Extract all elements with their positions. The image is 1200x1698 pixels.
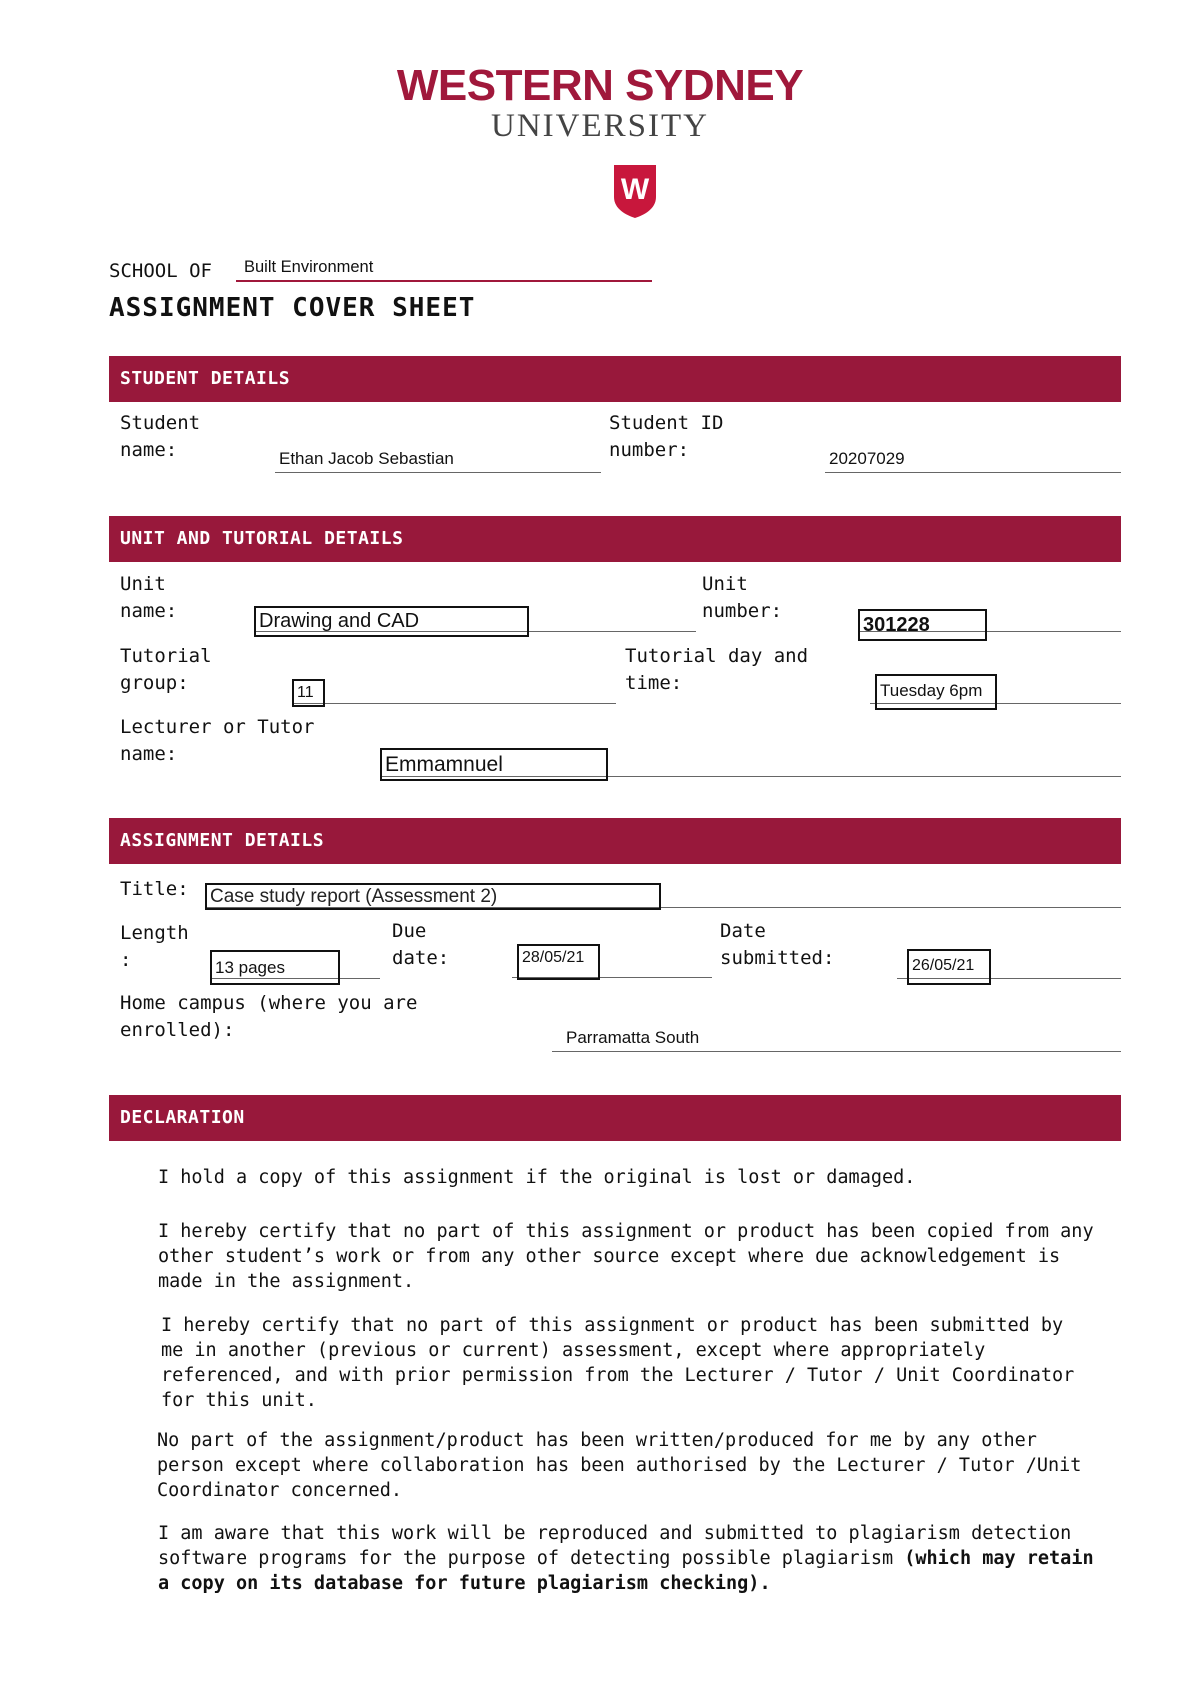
tutorial-group-label: Tutorial group:	[120, 645, 212, 694]
title-label: Title:	[120, 878, 189, 900]
declaration-paragraph-5-text: I am aware that this work will be reproduced and submitted to plagiarism detection software programs for the purpose of detecting possible plagiarism	[158, 1523, 1072, 1569]
tutorial-time-label: Tutorial day and time:	[625, 645, 809, 694]
student-id-field	[825, 446, 1121, 473]
section-header-declaration: DECLARATION	[109, 1095, 1121, 1141]
declaration-paragraph-1: I hold a copy of this assignment if the original is lost or damaged.	[158, 1167, 916, 1188]
declaration-paragraph-5-bold: (which may retain a copy on its database for future plagiarism checking).	[158, 1548, 1094, 1594]
declaration-paragraph-2: I hereby certify that no part of this assignment or product has been copied from any other student’s work or from any other source except where due acknowledgement is made in the assignment.	[158, 1221, 1094, 1292]
lecturer-value: Emmamnuel	[380, 748, 608, 781]
section-header-assignment-details: ASSIGNMENT DETAILS	[109, 818, 1121, 864]
section-header-student-details: STUDENT DETAILS	[109, 356, 1121, 402]
university-name-line1: WESTERN SYDNEY	[396, 61, 804, 110]
page-title: ASSIGNMENT COVER SHEET	[109, 293, 476, 323]
student-id-label: Student ID number:	[609, 412, 724, 461]
school-field	[236, 258, 652, 282]
title-value: Case study report (Assessment 2)	[205, 883, 661, 910]
tutorial-time-value: Tuesday 6pm	[875, 674, 997, 710]
svg-text:W: W	[620, 173, 650, 206]
student-id-value: 20207029	[829, 449, 905, 468]
student-name-field	[275, 446, 601, 473]
school-label: SCHOOL OF	[109, 260, 212, 282]
home-campus-field	[552, 1025, 1121, 1052]
unit-number-value: 301228	[858, 609, 987, 641]
university-crest-icon	[612, 163, 658, 219]
declaration-paragraph-4: No part of the assignment/product has been written/produced for me by any other person except where collaboration has been authorised by the Lecturer / Tutor /Unit Coordinator concerned.	[157, 1430, 1082, 1501]
student-name-label: Student name:	[120, 412, 201, 461]
tutorial-group-line	[292, 678, 616, 704]
school-value: Built Environment	[244, 258, 374, 276]
unit-name-value: Drawing and CAD	[254, 606, 529, 637]
university-logo	[0, 61, 1200, 144]
university-name-line2: UNIVERSITY	[491, 108, 709, 144]
home-campus-label: Home campus (where you are enrolled):	[120, 992, 418, 1041]
section-header-unit-details: UNIT AND TUTORIAL DETAILS	[109, 516, 1121, 562]
declaration-paragraph-3: I hereby certify that no part of this assignment or product has been submitted by me in another (previous or current) assessment, except where appropriately referenced, and with prior permission from the Lecturer / Tutor / Unit Coordinator for this unit.	[161, 1315, 1075, 1411]
date-submitted-label: Date submitted:	[720, 920, 835, 969]
declaration-paragraph-5	[158, 1521, 1098, 1596]
length-value: 13 pages	[210, 950, 340, 985]
unit-number-label: Unit number:	[702, 573, 783, 622]
unit-name-label: Unit name:	[120, 573, 178, 622]
due-date-value: 28/05/21	[517, 944, 600, 980]
date-submitted-value: 26/05/21	[907, 949, 991, 985]
lecturer-label: Lecturer or Tutor name:	[120, 716, 315, 765]
home-campus-value: Parramatta South	[566, 1028, 700, 1047]
tutorial-group-value: 11	[292, 679, 325, 707]
student-name-value: Ethan Jacob Sebastian	[279, 449, 454, 468]
length-label: Length :	[120, 922, 189, 971]
due-date-label: Due date:	[392, 920, 450, 969]
